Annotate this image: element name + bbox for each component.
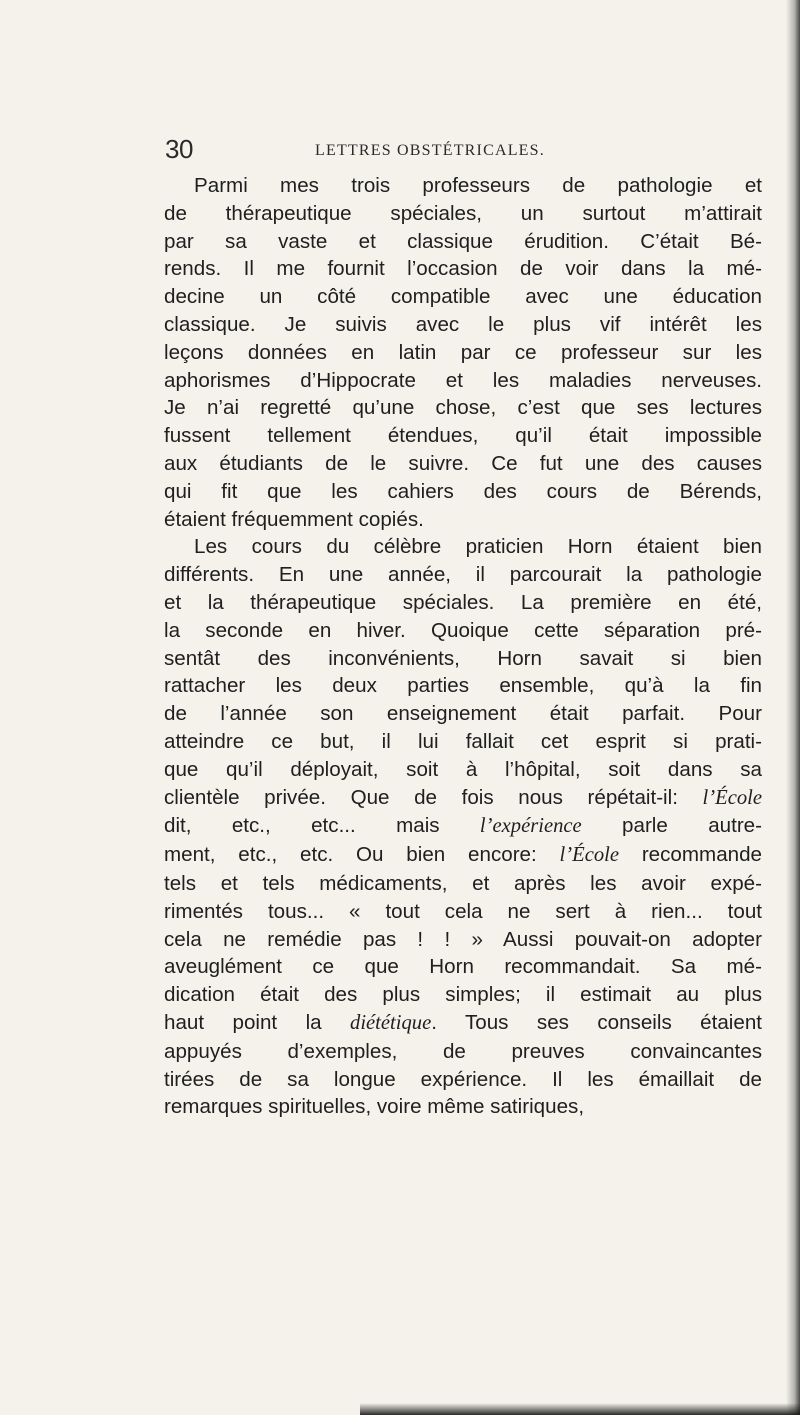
text-line: [164, 172, 762, 200]
text-line: [164, 367, 762, 395]
text-line: [164, 1093, 762, 1121]
text-line-tail: parle autre-: [581, 814, 762, 838]
text-line-content: fussent tellement étendues, qu’il était impossible: [164, 424, 762, 448]
text-line: [164, 255, 762, 283]
text-line-content: dication était des plus simples; il estimait au plus: [164, 983, 762, 1007]
text-line-content: rimentés tous... « tout cela ne sert à rien... tout: [164, 899, 762, 923]
text-line-content: cela ne remédie pas ! ! » Aussi pouvait-on adopter: [164, 927, 762, 951]
text-line-content: et la thérapeutique spéciales. La première en été,: [164, 590, 762, 614]
text-line-content: atteindre ce but, il lui fallait cet esprit si prati-: [164, 729, 762, 753]
text-line: [164, 812, 762, 841]
text-line: [164, 756, 762, 784]
text-line-tail: recommande: [619, 843, 763, 867]
text-line: [164, 394, 762, 422]
text-line: [164, 450, 762, 478]
text-line: [164, 953, 762, 981]
text-line-content: remarques spirituelles, voire même satiriques,: [164, 1095, 585, 1119]
text-line-content: tels et tels médicaments, et après les avoir expé-: [164, 871, 762, 895]
text-line: [164, 926, 762, 954]
text-line-content: ment, etc., etc. Ou bien encore:: [164, 843, 560, 867]
text-line-content: aux étudiants de le suivre. Ce fut une des causes: [164, 451, 762, 475]
text-line: [164, 870, 762, 898]
text-line: [164, 728, 762, 756]
text-line: [164, 200, 762, 228]
page-header: [165, 134, 585, 164]
text-line: [164, 981, 762, 1009]
text-line-content: dit, etc., etc... mais: [164, 814, 480, 838]
text-line-tail: . Tous ses conseils étaient: [431, 1010, 763, 1034]
text-line: [164, 589, 762, 617]
text-line: [164, 311, 762, 339]
text-line: [164, 672, 762, 700]
running-title: LETTRES OBSTÉTRICALES.: [315, 142, 545, 159]
text-line-content: rattacher les deux parties ensemble, qu’à la fin: [164, 674, 762, 698]
text-line: [164, 422, 762, 450]
text-line-content: étaient fréquemment copiés.: [164, 507, 424, 531]
text-line-content: decine un côté compatible avec une éducation: [164, 285, 762, 309]
text-line-content: tirées de sa longue expérience. Il les émaillait de: [164, 1067, 762, 1091]
text-line: [164, 898, 762, 926]
text-line: [164, 561, 762, 589]
text-line-content: Parmi mes trois professeurs de pathologie et: [194, 174, 762, 197]
text-line: [164, 700, 762, 728]
text-line-content: leçons données en latin par ce professeur sur les: [164, 340, 762, 364]
page-edge-shadow: [786, 0, 800, 1415]
text-line: [164, 1009, 762, 1038]
text-line-content: aphorismes d’Hippocrate et les maladies nerveuses.: [164, 368, 762, 392]
body-text: [164, 172, 762, 1121]
italic-phrase: diététique: [350, 1011, 432, 1034]
italic-phrase: l’expérience: [479, 815, 582, 838]
text-line: [164, 533, 762, 561]
text-line-content: de l’année son enseignement était parfait. Pour: [164, 702, 762, 726]
text-line-content: aveuglément ce que Horn recommandait. Sa mé-: [164, 955, 762, 979]
text-line: [164, 506, 762, 534]
text-line-content: Les cours du célèbre praticien Horn étaient bien: [194, 535, 762, 559]
italic-phrase: l’École: [559, 844, 620, 867]
text-line-content: différents. En une année, il parcourait la pathologie: [164, 563, 762, 587]
text-line: [164, 784, 762, 813]
text-line-content: Je n’ai regretté qu’une chose, c’est que ses lectures: [164, 396, 762, 420]
text-line: [164, 645, 762, 673]
text-line: [164, 1066, 762, 1094]
text-line-content: sentât des inconvénients, Horn savait si bien: [164, 646, 762, 670]
text-line-content: haut point la: [164, 1010, 351, 1034]
italic-phrase: l’École: [702, 786, 762, 809]
text-line: [164, 1038, 762, 1066]
text-line: [164, 339, 762, 367]
page-bottom-shadow: [360, 1403, 800, 1415]
text-line-content: de thérapeutique spéciales, un surtout m’attirait: [164, 201, 762, 225]
text-line: [164, 283, 762, 311]
text-line-content: la seconde en hiver. Quoique cette séparation pré-: [164, 618, 762, 642]
text-line: [164, 617, 762, 645]
text-line: [164, 228, 762, 256]
text-line-content: appuyés d’exemples, de preuves convaincantes: [164, 1039, 762, 1063]
text-line-content: classique. Je suivis avec le plus vif intérêt les: [164, 312, 762, 336]
page-number: 30: [165, 134, 193, 164]
text-line-content: que qu’il déployait, soit à l’hôpital, soit dans sa: [164, 757, 762, 781]
text-line: [164, 841, 762, 870]
text-line-content: par sa vaste et classique érudition. C’était Bé-: [164, 229, 762, 253]
text-line: [164, 478, 762, 506]
text-line-content: clientèle privée. Que de fois nous répétait-il:: [164, 785, 703, 809]
text-line-content: rends. Il me fournit l’occasion de voir dans la mé-: [164, 257, 762, 281]
text-line-content: qui fit que les cahiers des cours de Bérends,: [164, 479, 762, 503]
